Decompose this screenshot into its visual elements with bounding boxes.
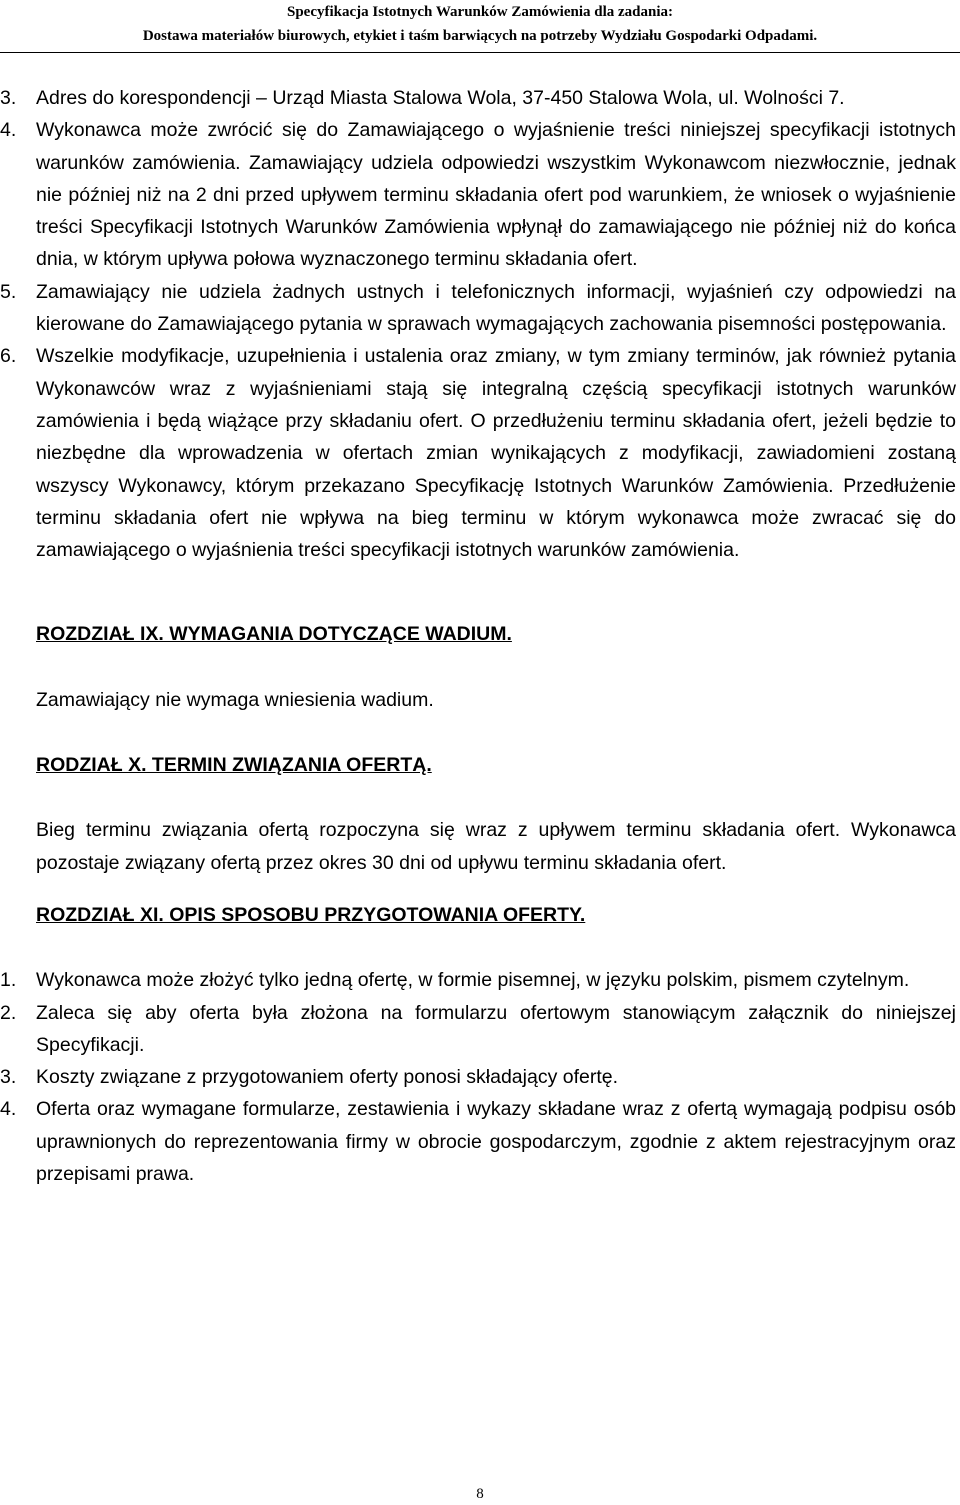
list-item-text: Wykonawca może złożyć tylko jedną ofertę, w formie pisemnej, w języku polskim, pismem czytelnym.	[36, 969, 910, 992]
list-item	[0, 114, 960, 275]
section-heading-termin: RODZIAŁ X. TERMIN ZWIĄZANIA OFERTĄ.	[36, 754, 432, 777]
section-text-wadium: Zamawiający nie wymaga wniesienia wadium.	[36, 688, 434, 711]
section-heading-oferta: ROZDZIAŁ XI. OPIS SPOSOBU PRZYGOTOWANIA OFERTY.	[36, 903, 586, 926]
list-item	[0, 1093, 960, 1190]
list-item	[0, 340, 960, 566]
list-item-text: Koszty związane z przygotowaniem oferty ponosi składający ofertę.	[36, 1066, 619, 1089]
spacer	[0, 931, 960, 964]
list-item-text: Oferta oraz wymagane formularze, zestawienia i wykazy składane wraz z ofertą wymagają podpisu osób uprawnionych do reprezentowania firmy w obrocie gospodarczym, zgodnie z aktem rejestracyjnym oraz przepisami prawa.	[36, 1098, 956, 1186]
list-item-number: 3.	[0, 87, 17, 109]
section-heading-wadium: ROZDZIAŁ IX. WYMAGANIA DOTYCZĄCE WADIUM.	[36, 623, 512, 646]
header-rule	[0, 52, 960, 53]
spacer	[0, 716, 960, 749]
list-item-text: Wszelkie modyfikacje, uzupełnienia i ustalenia oraz zmiany, w tym zmiany terminów, jak również pytania Wykonawców wraz z wyjaśnieniami stają się integralną częścią specyfikacji istotnych warunków zamówienia i będą wiążące przy składaniu ofert. O przedłużeniu terminu składania ofert, jeżeli będzie to niezbędne dla wprowadzenia w ofertach zmian wynikających z modyfikacji, zawiadomieni zostaną wszyscy Wykonawcy, którym przekazano Specyfikację Istotnych Warunków Zamówienia. Przedłużenie terminu składania ofert nie wpływa na bieg terminu w którym wykonawca może zwracać się do zamawiającego o wyjaśnienia treści specyfikacji istotnych warunków zamówienia.	[36, 345, 956, 562]
document-header	[0, 0, 960, 48]
page-number: 8	[476, 1486, 484, 1502]
header-title: Specyfikacja Istotnych Warunków Zamówienia dla zadania:	[286, 4, 673, 20]
spacer	[0, 879, 960, 899]
list-item-text: Zaleca się aby oferta była złożona na formularzu ofertowym stanowiącym załącznik do niniejszej Specyfikacji.	[36, 1001, 956, 1056]
list-item-number: 4.	[0, 1098, 17, 1121]
list-item-number: 4.	[0, 119, 17, 142]
list-item	[0, 276, 960, 341]
list-item-number: 6.	[0, 345, 17, 368]
header-subtitle: Dostawa materiałów biurowych, etykiet i taśm barwiących na potrzeby Wydziału Gospodarki Odpadami.	[142, 28, 818, 44]
list-item-text: Wykonawca może zwrócić się do Zamawiającego o wyjaśnienie treści niniejszej specyfikacji istotnych warunków zamówienia. Zamawiający udziela odpowiedzi wszystkim Wykonawcom niezwłocznie, jednak nie później niż na 2 dni przed upływem terminu składania ofert pod warunkiem, że wniosek o wyjaśnienie treści Specyfikacji Istotnych Warunków Zamówienia wpłynął do zamawiającego nie później niż do końca dnia, w którym upływa połowa wyznaczonego terminu składania ofert.	[36, 119, 956, 271]
list-item	[0, 82, 960, 114]
spacer	[0, 651, 960, 684]
list-item-number: 1.	[0, 969, 17, 992]
list-item-text: Adres do korespondencji – Urząd Miasta Stalowa Wola, 37-450 Stalowa Wola, ul. Wolności 7.	[36, 87, 845, 109]
list-item	[0, 1061, 960, 1093]
document-body	[0, 82, 960, 1190]
spacer	[0, 781, 960, 814]
list-item-number: 3.	[0, 1066, 17, 1089]
list-item	[0, 997, 960, 1062]
section-text-termin: Bieg terminu związania ofertą rozpoczyna się wraz z upływem terminu składania ofert. Wykonawca pozostaje związany ofertą przez okres 30 dni od upływu terminu składania ofert.	[36, 819, 956, 874]
list-item-number: 2.	[0, 1001, 17, 1024]
spacer	[0, 566, 960, 618]
list-item	[0, 964, 960, 996]
list-item-text: Zamawiający nie udziela żadnych ustnych i telefonicznych informacji, wyjaśnień czy odpowiedzi na kierowane do Zamawiającego pytania w sprawach wymagających zachowania pisemności postępowania.	[36, 280, 956, 336]
list-item-number: 5.	[0, 280, 17, 303]
